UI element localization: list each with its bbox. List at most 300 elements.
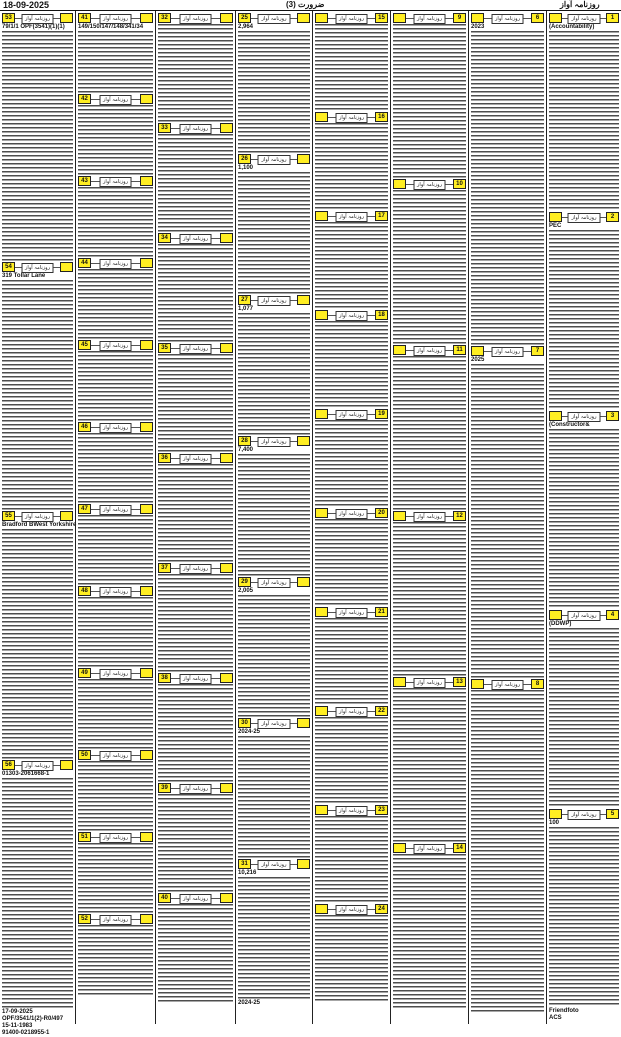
- ad-body-text: [2, 280, 73, 510]
- classified-ad: [393, 345, 466, 510]
- classified-ad: [315, 904, 388, 1002]
- ad-tag-badge: [315, 409, 328, 419]
- ad-title: روزنامہ آواز: [335, 212, 368, 222]
- ad-header: [315, 310, 388, 320]
- ad-header: [78, 94, 153, 104]
- ad-header: [158, 343, 233, 353]
- ad-header: [471, 679, 544, 689]
- ad-title: روزنامہ آواز: [258, 437, 291, 447]
- ad-title: روزنامہ آواز: [335, 806, 368, 816]
- ad-title: روزنامہ آواز: [258, 14, 291, 24]
- ad-number-badge: 8: [531, 679, 544, 689]
- ad-tag-badge: [140, 586, 153, 596]
- ad-body-text: [549, 31, 619, 211]
- ad-number-badge: 26: [238, 154, 251, 164]
- ad-header: [315, 112, 388, 122]
- ad-header: [393, 677, 466, 687]
- ad-header: [549, 212, 619, 222]
- ad-tag-badge: [220, 123, 233, 133]
- classified-ad: [78, 258, 153, 339]
- classified-ad: [78, 176, 153, 257]
- ad-tag-badge: [220, 673, 233, 683]
- ad-header: [78, 258, 153, 268]
- classified-ad: [238, 859, 310, 999]
- ad-header: [158, 673, 233, 683]
- classified-ad: [2, 760, 73, 1008]
- issue-date: 18-09-2025: [3, 0, 50, 10]
- ad-tag-badge: [315, 211, 328, 221]
- ad-title: روزنامہ آواز: [335, 509, 368, 519]
- top-bar: [0, 0, 621, 10]
- classified-ad: [238, 718, 310, 858]
- ad-header: [238, 718, 310, 728]
- ad-title: روزنامہ آواز: [491, 347, 524, 357]
- classified-ad: [2, 13, 73, 261]
- ad-body-text: [158, 684, 233, 782]
- ad-number-badge: 43: [78, 176, 91, 186]
- classified-ad: [471, 346, 544, 678]
- ad-tag-badge: [220, 233, 233, 243]
- ad-tag-badge: [315, 112, 328, 122]
- ad-body-text: [315, 519, 388, 606]
- ad-body-text: [158, 354, 233, 452]
- ad-body-text: [549, 827, 619, 1007]
- ad-figure-line: 100: [549, 820, 560, 826]
- ad-number-badge: 25: [238, 13, 251, 23]
- ad-title: روزنامہ آواز: [99, 423, 132, 433]
- ad-title: روزنامہ آواز: [568, 213, 601, 223]
- ad-title: روزنامہ آواز: [99, 505, 132, 515]
- classified-ad: [393, 677, 466, 842]
- ad-body-text: [238, 595, 310, 717]
- ad-number-badge: 1: [606, 13, 619, 23]
- ad-body-text: [393, 688, 466, 842]
- ad-body-text: [158, 24, 233, 122]
- ad-number-badge: 42: [78, 94, 91, 104]
- ad-number-badge: 56: [2, 760, 15, 770]
- ad-header: [549, 13, 619, 23]
- ad-number-badge: 36: [158, 453, 171, 463]
- ad-body-text: [238, 454, 310, 576]
- ad-body-text: [471, 364, 544, 678]
- ad-body-text: [315, 24, 388, 111]
- ad-title: روزنامہ آواز: [413, 14, 446, 24]
- ad-figure-line: 2,964: [238, 24, 254, 30]
- ad-body-text: [393, 190, 466, 344]
- classified-ad: [158, 343, 233, 452]
- ad-body-text: [158, 464, 233, 562]
- classified-ad: [78, 586, 153, 667]
- ad-tag-badge: [393, 677, 406, 687]
- ad-header: [78, 340, 153, 350]
- ad-header: [315, 409, 388, 419]
- ad-tag-badge: [471, 679, 484, 689]
- ad-title: روزنامہ آواز: [21, 512, 54, 522]
- classified-ad: [2, 262, 73, 510]
- ad-number-badge: 7: [531, 346, 544, 356]
- classified-ad: [238, 436, 310, 576]
- ad-tag-badge: [315, 508, 328, 518]
- ad-figure-line: 319 Tollar Lane: [2, 273, 46, 279]
- ad-column-2: [75, 11, 155, 1024]
- ad-tag-badge: [315, 805, 328, 815]
- ad-body-text: [393, 24, 466, 178]
- ad-title: روزنامہ آواز: [99, 587, 132, 597]
- ad-body-text: [549, 429, 619, 609]
- ad-tag-badge: [315, 904, 328, 914]
- classified-ad: [238, 577, 310, 717]
- ad-number-badge: 48: [78, 586, 91, 596]
- ad-body-text: [78, 925, 153, 995]
- ad-figure-line: (Accountability): [549, 24, 595, 30]
- ad-tag-badge: [220, 453, 233, 463]
- ad-number-badge: 3: [606, 411, 619, 421]
- ad-column-6: [390, 11, 468, 1024]
- ad-header: [78, 832, 153, 842]
- ad-title: روزنامہ آواز: [413, 180, 446, 190]
- classified-ad: [158, 453, 233, 562]
- ad-header: [78, 176, 153, 186]
- ad-header: [393, 511, 466, 521]
- ad-figure-line: PEC: [549, 223, 562, 229]
- ad-header: [78, 504, 153, 514]
- ad-body-text: [315, 915, 388, 1002]
- ad-number-badge: 46: [78, 422, 91, 432]
- ad-number-badge: 38: [158, 673, 171, 683]
- ad-figure-line: Bradford BWest Yorkshire: [2, 522, 77, 528]
- ad-tag-badge: [297, 718, 310, 728]
- ad-body-text: [78, 31, 153, 93]
- classified-ad: [238, 13, 310, 153]
- ad-body-text: [315, 618, 388, 705]
- ad-tag-badge: [471, 13, 484, 23]
- ad-title: روزنامہ آواز: [258, 860, 291, 870]
- ad-title: روزنامہ آواز: [258, 578, 291, 588]
- ad-number-badge: 51: [78, 832, 91, 842]
- classified-ad: [315, 607, 388, 705]
- classified-ad: [315, 211, 388, 309]
- ad-header: [158, 13, 233, 23]
- ad-number-badge: 55: [2, 511, 15, 521]
- classified-ad: [78, 504, 153, 585]
- classified-ad: [393, 179, 466, 344]
- ad-tag-badge: [393, 13, 406, 23]
- classified-ad: [78, 13, 153, 93]
- ad-body-text: [471, 31, 544, 345]
- ad-title: روزنامہ آواز: [179, 784, 212, 794]
- ad-body-text: [315, 816, 388, 903]
- ad-body-text: [315, 321, 388, 408]
- classified-ad: [549, 411, 619, 609]
- ad-body-text: [78, 761, 153, 831]
- ad-tag-badge: [220, 783, 233, 793]
- ad-body-text: [78, 843, 153, 913]
- ad-number-badge: 6: [531, 13, 544, 23]
- ad-tag-badge: [140, 176, 153, 186]
- ad-tag-badge: [60, 13, 73, 23]
- ad-tag-badge: [315, 310, 328, 320]
- ad-title: روزنامہ آواز: [258, 719, 291, 729]
- ad-tag-badge: [140, 422, 153, 432]
- classified-ad: [78, 422, 153, 503]
- ad-header: [78, 668, 153, 678]
- ad-tag-badge: [471, 346, 484, 356]
- ad-number-badge: 10: [453, 179, 466, 189]
- ad-number-badge: 27: [238, 295, 251, 305]
- ad-tag-badge: [140, 258, 153, 268]
- ad-tag-badge: [140, 340, 153, 350]
- ad-body-text: [315, 222, 388, 309]
- ad-number-badge: 34: [158, 233, 171, 243]
- ad-body-text: [315, 420, 388, 507]
- ad-figure-line: 79/1/1 OPF(3541)(1)(1): [2, 24, 65, 30]
- ad-number-badge: 2: [606, 212, 619, 222]
- classified-ad: [549, 809, 619, 1007]
- ad-number-badge: 37: [158, 563, 171, 573]
- classified-ad: [158, 233, 233, 342]
- ad-tag-badge: [393, 843, 406, 853]
- ad-number-badge: 19: [375, 409, 388, 419]
- ad-body-text: [78, 269, 153, 339]
- ad-body-text: [78, 433, 153, 503]
- ad-tag-badge: [549, 610, 562, 620]
- ad-body-text: [238, 313, 310, 435]
- ad-number-badge: 29: [238, 577, 251, 587]
- ad-title: روزنامہ آواز: [179, 454, 212, 464]
- ad-number-badge: 41: [78, 13, 91, 23]
- classified-ad: [315, 706, 388, 804]
- ad-tag-badge: [220, 893, 233, 903]
- ad-title: روزنامہ آواز: [179, 894, 212, 904]
- ad-tag-badge: [297, 436, 310, 446]
- ad-column-7: [468, 11, 546, 1024]
- ad-header: [393, 345, 466, 355]
- ad-tag-badge: [549, 411, 562, 421]
- ad-number-badge: 50: [78, 750, 91, 760]
- ad-title: روزنامہ آواز: [99, 833, 132, 843]
- classified-ad: [315, 112, 388, 210]
- ad-body-text: [2, 529, 73, 759]
- ad-title: روزنامہ آواز: [335, 410, 368, 420]
- ad-number-badge: 44: [78, 258, 91, 268]
- ad-number-badge: 21: [375, 607, 388, 617]
- ad-header: [315, 805, 388, 815]
- ad-tag-badge: [393, 511, 406, 521]
- ad-header: [158, 123, 233, 133]
- classified-ad: [315, 409, 388, 507]
- ad-figure-line: 149/150/147/148/341/34: [78, 24, 144, 30]
- ad-body-text: [158, 134, 233, 232]
- ad-figure-line: 2025: [471, 357, 485, 363]
- ad-number-badge: 16: [375, 112, 388, 122]
- ad-title: روزنامہ آواز: [568, 611, 601, 621]
- ad-title: روزنامہ آواز: [335, 905, 368, 915]
- ad-header: [238, 436, 310, 446]
- ad-title: روزنامہ آواز: [491, 680, 524, 690]
- ad-figure-line: OPF/3541/1(2)-R0/497: [2, 1016, 64, 1022]
- classified-ad: [78, 750, 153, 831]
- ad-header: [315, 706, 388, 716]
- ad-tag-badge: [140, 504, 153, 514]
- ad-body-text: [238, 736, 310, 858]
- ad-header: [158, 233, 233, 243]
- ad-title: روزنامہ آواز: [99, 259, 132, 269]
- ad-body-text: [471, 690, 544, 1012]
- ad-title: روزنامہ آواز: [99, 669, 132, 679]
- classified-ad: [549, 13, 619, 211]
- ad-header: [158, 563, 233, 573]
- classified-ad: [158, 123, 233, 232]
- ad-body-text: [78, 351, 153, 421]
- ad-body-text: [393, 854, 466, 1008]
- ad-number-badge: 14: [453, 843, 466, 853]
- ad-number-badge: 32: [158, 13, 171, 23]
- ad-number-badge: 49: [78, 668, 91, 678]
- ad-figure-line: (DDWP): [549, 621, 572, 627]
- ad-body-text: [549, 230, 619, 410]
- ad-body-text: [393, 522, 466, 676]
- ad-figure-line: 2,005: [238, 588, 254, 594]
- ad-number-badge: 30: [238, 718, 251, 728]
- ad-title: روزنامہ آواز: [99, 14, 132, 24]
- ad-number-badge: 35: [158, 343, 171, 353]
- ad-number-badge: 17: [375, 211, 388, 221]
- ad-number-badge: 33: [158, 123, 171, 133]
- ad-tag-badge: [315, 607, 328, 617]
- ad-body-text: [2, 778, 73, 1008]
- ad-header: [158, 453, 233, 463]
- ad-title: روزنامہ آواز: [413, 512, 446, 522]
- ad-number-badge: 45: [78, 340, 91, 350]
- classified-ad: [78, 668, 153, 749]
- ad-title: روزنامہ آواز: [99, 177, 132, 187]
- ad-number-badge: 52: [78, 914, 91, 924]
- ad-header: [549, 809, 619, 819]
- ad-title: روزنامہ آواز: [21, 263, 54, 273]
- ad-figure-line: 2024-25: [238, 1000, 261, 1006]
- ad-body-text: [315, 717, 388, 804]
- ad-title: روزنامہ آواز: [99, 751, 132, 761]
- ad-body-text: [78, 105, 153, 175]
- ad-number-badge: 53: [2, 13, 15, 23]
- ad-tag-badge: [549, 13, 562, 23]
- ad-tag-badge: [220, 343, 233, 353]
- ad-body-text: [315, 123, 388, 210]
- classified-ad: [158, 893, 233, 1002]
- ad-number-badge: 12: [453, 511, 466, 521]
- classified-ad: [315, 508, 388, 606]
- ad-header: [238, 13, 310, 23]
- ad-tag-badge: [140, 832, 153, 842]
- ad-number-badge: 4: [606, 610, 619, 620]
- ad-header: [78, 13, 153, 23]
- ad-tag-badge: [297, 154, 310, 164]
- ad-title: روزنامہ آواز: [335, 707, 368, 717]
- ad-title: روزنامہ آواز: [179, 674, 212, 684]
- ad-header: [238, 154, 310, 164]
- ad-tag-badge: [549, 212, 562, 222]
- ad-title: روزنامہ آواز: [335, 608, 368, 618]
- ad-header: [238, 295, 310, 305]
- ad-header: [238, 577, 310, 587]
- ad-figure-line: (Constructor&: [549, 422, 590, 428]
- ad-tag-badge: [140, 914, 153, 924]
- ad-figure-line: 2023: [471, 24, 485, 30]
- ad-number-badge: 20: [375, 508, 388, 518]
- ad-tag-badge: [140, 13, 153, 23]
- ad-header: [549, 411, 619, 421]
- ad-number-badge: 23: [375, 805, 388, 815]
- ad-figure-line: ACS: [549, 1015, 562, 1021]
- ad-title: روزنامہ آواز: [491, 14, 524, 24]
- ad-figure-line: 91400-0218955-1: [2, 1030, 50, 1036]
- ad-body-text: [78, 515, 153, 585]
- ad-title: روزنامہ آواز: [21, 14, 54, 24]
- ad-number-badge: 18: [375, 310, 388, 320]
- newspaper-brand: روزنامہ آواز: [560, 0, 600, 9]
- ad-header: [393, 843, 466, 853]
- classified-ad: [158, 13, 233, 122]
- ad-title: روزنامہ آواز: [179, 564, 212, 574]
- ad-title: روزنامہ آواز: [99, 341, 132, 351]
- ad-body-text: [78, 597, 153, 667]
- ad-title: روزنامہ آواز: [568, 412, 601, 422]
- ad-header: [549, 610, 619, 620]
- ad-number-badge: 40: [158, 893, 171, 903]
- ad-title: روزنامہ آواز: [335, 14, 368, 24]
- ad-body-text: [393, 356, 466, 510]
- ad-tag-badge: [140, 94, 153, 104]
- ad-header: [158, 893, 233, 903]
- ad-figure-line: 1,077: [238, 306, 254, 312]
- ad-header: [315, 607, 388, 617]
- ad-number-badge: 31: [238, 859, 251, 869]
- ad-body-text: [238, 172, 310, 294]
- ad-number-badge: 9: [453, 13, 466, 23]
- ad-body-text: [78, 679, 153, 749]
- classified-ad: [471, 679, 544, 1012]
- classified-ad: [238, 295, 310, 435]
- ad-body-text: [158, 244, 233, 342]
- ad-number-badge: 24: [375, 904, 388, 914]
- ad-header: [315, 13, 388, 23]
- ad-header: [78, 422, 153, 432]
- ad-header: [315, 508, 388, 518]
- ad-tag-badge: [297, 859, 310, 869]
- ad-header: [315, 904, 388, 914]
- ad-number-badge: 13: [453, 677, 466, 687]
- classified-ad: [78, 340, 153, 421]
- classified-ad: [315, 310, 388, 408]
- ad-figure-line: 7,400: [238, 447, 254, 453]
- ad-column-3: [155, 11, 235, 1024]
- ad-title: روزنامہ آواز: [21, 761, 54, 771]
- classified-ad: [549, 212, 619, 410]
- ad-tag-badge: [140, 668, 153, 678]
- ad-tag-badge: [549, 809, 562, 819]
- classified-ad: [158, 783, 233, 892]
- ad-figure-line: 1,100: [238, 165, 254, 171]
- ad-tag-badge: [60, 262, 73, 272]
- ad-figure-line: Friendfoto: [549, 1008, 579, 1014]
- ad-number-badge: 54: [2, 262, 15, 272]
- classified-ad: [158, 563, 233, 672]
- ad-header: [471, 13, 544, 23]
- ad-header: [158, 783, 233, 793]
- ad-figure-line: 01303-2061668-1: [2, 771, 50, 777]
- ad-title: روزنامہ آواز: [99, 915, 132, 925]
- classified-ad: [393, 843, 466, 1008]
